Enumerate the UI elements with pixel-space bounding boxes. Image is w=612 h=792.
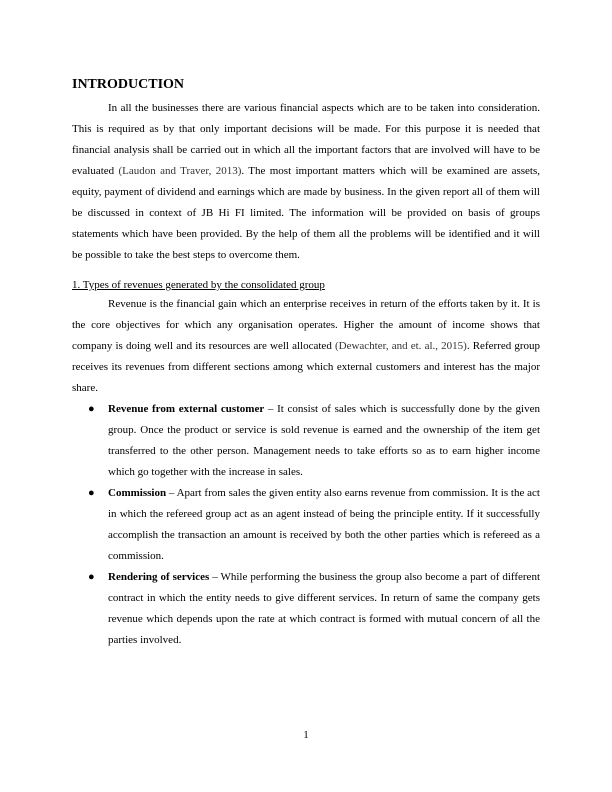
- list-item-term: Rendering of services: [108, 571, 210, 583]
- intro-paragraph: [72, 98, 540, 266]
- section-1-text-start: Revenue is the financial gain which an enterprise receives in return of the efforts taken by it. It is the core objectives for which any organisation operates. Higher the amount of income shows that company is doing well and its resources are well allocated: [72, 298, 540, 352]
- introduction-heading: INTRODUCTION: [72, 77, 185, 92]
- section-1-citation: (Dewachter, and et. al., 2015): [334, 340, 467, 352]
- list-item-text: [108, 399, 540, 483]
- intro-citation: (Laudon and Traver, 2013): [118, 165, 242, 177]
- section-1-heading: 1. Types of revenues generated by the consolidated group: [72, 279, 325, 291]
- list-item-description: – It consist of sales which is successfully done by the given group. Once the product or service is sold revenue is earned and the ownership of the item get transferred to the other person. Management needs to take efforts so as to earn higher income which go together with the increase in sales.: [108, 403, 540, 478]
- intro-text-start: In all the businesses there are various financial aspects which are to be taken into consideration. This is required as by that only important decisions will be made. For this purpose it is needed that financial analysis shall be carried out in which all the important factors that are involved will have to be evaluated: [72, 102, 540, 177]
- intro-text-end: . The most important matters which will be examined are assets, equity, payment of dividend and earnings which are made by business. In the given report all of them will be discussed in context of JB Hi FI limited. The information will be provided on basis of groups statements which have been provided. By the help of them all the problems will be identified and it will be possible to take the best steps to overcome them.: [72, 165, 540, 261]
- list-item-term: Commission: [108, 487, 167, 499]
- bullet-icon: ●: [88, 571, 95, 583]
- bullet-icon: ●: [88, 487, 95, 499]
- page-content: [72, 76, 540, 651]
- list-item-term: Revenue from external customer: [108, 403, 265, 415]
- list-item-commission: [72, 483, 540, 567]
- list-item-rendering-services: [72, 567, 540, 651]
- list-item-description: – While performing the business the group also become a part of different contract in which the entity needs to give different services. In return of same the company gets revenue which depends upon the rate at which contract is formed with mutual concern of all the parties involved.: [108, 571, 540, 646]
- list-item-description: – Apart from sales the given entity also earns revenue from commission. It is the act in which the refereed group act as an agent instead of being the principle entity. If it successfully accomplish the transaction an amount is received by both the other parties which is refereed as a commission.: [108, 487, 540, 562]
- list-item-text: [108, 483, 540, 567]
- section-1-paragraph: [72, 294, 540, 399]
- list-item-text: [108, 567, 540, 651]
- bullet-icon: ●: [88, 403, 95, 415]
- revenue-types-list: [72, 399, 540, 651]
- list-item-external-customer: [72, 399, 540, 483]
- page-number: 1: [303, 729, 309, 741]
- section-1-text-end: . Referred group receives its revenues from different sections among which external customers and interest has the major share.: [72, 340, 541, 394]
